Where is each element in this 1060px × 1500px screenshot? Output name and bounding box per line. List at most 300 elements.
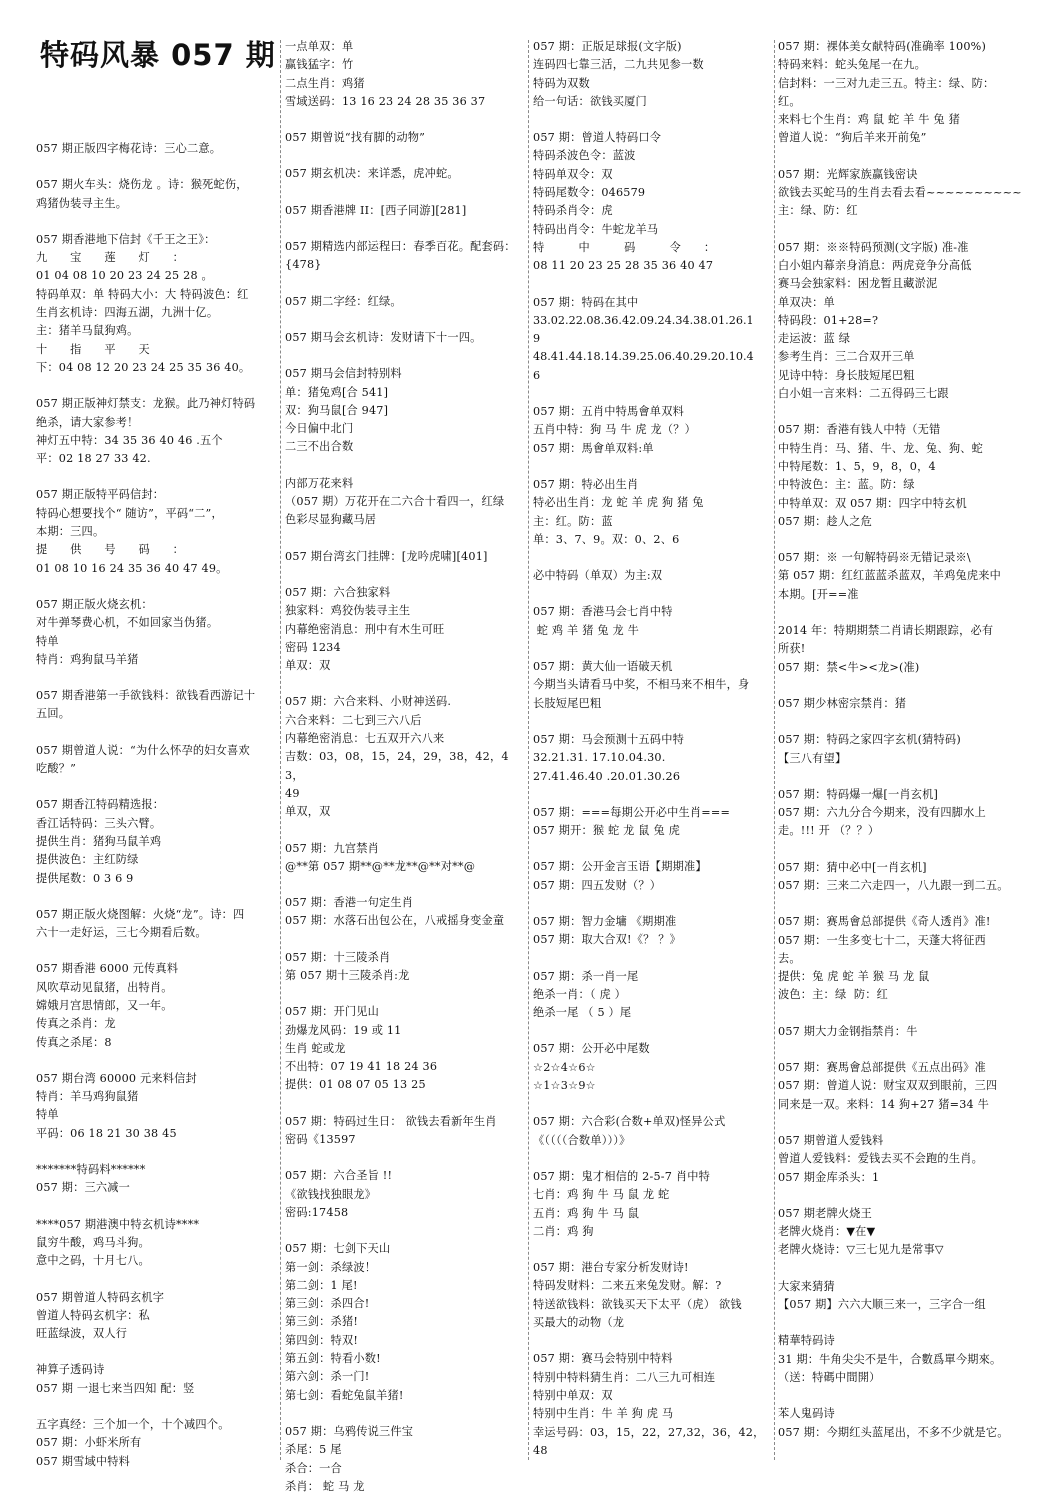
text-line: 单：猪兔鸡[合 541]: [285, 385, 389, 399]
text-line: 提供尾数：0 3 6 9: [36, 871, 134, 885]
text-block: [285, 293, 525, 311]
text-line: 吃酸？”: [36, 762, 77, 776]
text-line: 特别中单双：双: [533, 1388, 613, 1402]
text-block: [285, 1003, 525, 1094]
text-line: ****057 期港澳中特玄机诗****: [36, 1217, 200, 1231]
text-block: [533, 1168, 773, 1241]
text-block: [285, 475, 525, 530]
text-block: [285, 329, 525, 347]
text-block: [778, 549, 1028, 604]
text-line: 今日偏中北门: [285, 422, 354, 436]
text-line: 二点生肖：鸡猪: [285, 76, 365, 90]
text-line: 蛇 鸡 羊 猪 兔 龙 牛: [533, 623, 640, 637]
text-block: [36, 231, 278, 377]
text-line: 057 期：六九分合今期来，没有四脚水上: [778, 806, 986, 820]
text-line: 赛马会独家料：困龙暂且藏淤泥: [778, 277, 938, 291]
text-line: 特别中特料猜生肖：二八三九可相连: [533, 1370, 716, 1384]
text-line: 密码:17458: [285, 1205, 349, 1219]
text-line: 提供：兔 虎 蛇 羊 猴 马 龙 鼠: [778, 970, 930, 984]
text-line: 特码为双数: [533, 76, 590, 90]
text-line: 鼠穷牛酸，鸡马斗狗。: [36, 1235, 150, 1249]
text-block: [533, 1040, 773, 1095]
text-line: 057 期金库杀头：1: [778, 1170, 880, 1184]
text-line: 单：3、7、9。双：0、2、6: [533, 532, 680, 546]
text-line: 057 期 一退七来当四知 配：竖: [36, 1381, 195, 1395]
text-line: 057 期老牌火烧王: [778, 1206, 873, 1220]
text-line: 057 期香港牌 II：[西子同游][281]: [285, 203, 467, 217]
text-line: 苯人鬼码诗: [778, 1407, 835, 1421]
text-line: 9: [533, 332, 541, 346]
text-line: 特肖：羊马鸡狗鼠猪: [36, 1090, 139, 1104]
text-line: 第二剑：1 尾!: [285, 1278, 358, 1292]
text-block: [533, 476, 773, 549]
text-line: @**第 057 期**@**龙**@**对**@: [285, 859, 476, 873]
text-line: 第四剑：特双!: [285, 1333, 359, 1347]
text-line: 特单: [36, 634, 59, 648]
page-title: 特码风暴 057 期: [40, 38, 276, 72]
text-block: [36, 395, 278, 468]
text-block: [285, 365, 525, 456]
text-line: 08 11 20 23 25 28 35 36 40 47: [533, 259, 714, 273]
text-line: 六合来料：二七到三六八后: [285, 713, 422, 727]
text-line: 057 期马会信封特别料: [285, 367, 402, 381]
text-line: 特肖：鸡狗鼠马羊猪: [36, 652, 139, 666]
text-line: 49: [285, 786, 300, 800]
text-block: [285, 129, 525, 147]
text-line: 057 期：六合来料、小财神送码.: [285, 695, 452, 709]
text-line: 二肖：鸡 狗: [533, 1224, 594, 1238]
text-line: 单双决：单: [778, 295, 835, 309]
text-block: [36, 140, 278, 158]
text-block: [36, 906, 278, 943]
text-line: 057 期：七剑下天山: [285, 1242, 391, 1256]
column-2: [285, 38, 525, 1493]
text-line: 057 期：===每期公开必中生肖===: [533, 805, 731, 819]
text-line: 057 期正版四字梅花诗：三心二意。: [36, 142, 222, 155]
text-line: 057 期少林密宗禁肖：猪: [778, 696, 907, 710]
text-line: 特码杀波色令：蓝波: [533, 149, 636, 163]
text-block: [778, 695, 1028, 713]
text-block: [533, 1113, 773, 1150]
text-line: 057 期：四五发财（？）: [533, 878, 662, 892]
text-line: 6: [533, 368, 541, 382]
column-divider: [280, 40, 281, 1460]
text-line: 057 期香港 6000 元传真料: [36, 962, 179, 976]
text-line: 对牛弹琴费心机，不如回家当伪猪。: [36, 616, 219, 630]
column-4: [778, 38, 1028, 1468]
text-line: *******特码料******: [36, 1163, 146, 1177]
text-line: 走运波：蓝 绿: [778, 332, 851, 346]
text-line: 老牌火烧肖：▼在▼: [778, 1225, 876, 1239]
text-line: 057 期：一生多变七十二，天蓬大将征西: [778, 933, 986, 947]
column-divider: [528, 40, 529, 1460]
text-block: [36, 1361, 278, 1398]
text-line: 057 期曾说“找有脚的动物”: [285, 131, 426, 145]
text-block: [778, 1278, 1028, 1315]
column-3: [533, 38, 773, 1468]
text-line: 057 期正版火烧玄机：: [36, 597, 153, 611]
text-line: 意中之码，十月七八。: [36, 1254, 150, 1268]
text-line: 057 期：取大合双!《？ ？》: [533, 933, 682, 947]
text-line: 神算子透码诗: [36, 1363, 105, 1377]
text-line: 绝杀一尾 （ 5 ）尾: [533, 1006, 632, 1020]
text-block: [533, 858, 773, 895]
text-block: [778, 913, 1028, 1004]
text-line: 香江话特码：三头六臂。: [36, 816, 162, 830]
text-line: 057 期香港地下信封《千王之王》：: [36, 232, 216, 246]
text-line: 同来是一双。来料：14 狗+27 猪=34 牛: [778, 1097, 989, 1111]
text-line: 内幕绝密消息：七五双开六八来: [285, 732, 445, 746]
text-line: 057 期：※ 一句解特码※无错记录※\: [778, 551, 971, 565]
text-line: 057 期曾道人特码玄机字: [36, 1290, 165, 1304]
text-block: [778, 622, 1028, 677]
text-block: [36, 687, 278, 724]
text-line: 欲钱去买蛇马的生肖去看去看~~~~~~~~~~: [778, 186, 1022, 200]
text-line: 057 期：猜中必中[一肖玄机]: [778, 860, 927, 874]
text-line: 参考生肖：三二合双开三单: [778, 350, 915, 364]
text-line: 第五剑：特看小数!: [285, 1352, 381, 1366]
text-line: 057 期：乌鸦传说三件宝: [285, 1424, 414, 1438]
text-line: 九 宝 莲 灯 ：: [36, 251, 185, 265]
text-line: 057 期：五肖中特馬會单双料: [533, 405, 684, 419]
text-line: 平码：06 18 21 30 38 45: [36, 1126, 177, 1140]
text-line: 中特波色：主：蓝。防：绿: [778, 478, 915, 492]
text-line: 鸡猪伪装寻主生。: [36, 196, 128, 210]
text-line: 特码单双：单 特码大小：大 特码波色：红: [36, 287, 249, 301]
text-line: 白小姐一言来料：二五得码三七跟: [778, 387, 949, 401]
text-line: 见诗中特：身长肢短尾巴粗: [778, 368, 915, 382]
text-line: 提供生肖：猪狗马鼠羊鸡: [36, 834, 162, 848]
text-line: 五肖：鸡 狗 牛 马 鼠: [533, 1206, 640, 1220]
text-line: 057 期精选内部运程曰：春季百花。配套码：: [285, 240, 516, 254]
text-line: 057 期正版神灯禁支：龙猴。此乃神灯特码: [36, 397, 256, 411]
text-line: 旺蓝绿波，双人行: [36, 1327, 128, 1341]
text-line: 主：绿、防：红: [778, 204, 858, 218]
text-line: 057 期：光辉家族赢钱密诀: [778, 167, 918, 181]
text-block: [533, 731, 773, 786]
text-line: 吉数：03，08，15，24，29，38，42，43，: [285, 750, 509, 782]
text-line: 连码四七靠三活，二九共见参一数: [533, 58, 704, 72]
column-1-blocks: [36, 140, 278, 1471]
text-line: 057 期：鬼才相信的 2-5-7 肖中特: [533, 1169, 711, 1183]
text-line: 杀肖： 蛇 马 龙: [285, 1479, 365, 1493]
text-line: 提供：01 08 07 05 13 25: [285, 1078, 426, 1092]
text-line: 七肖：鸡 狗 牛 马 鼠 龙 蛇: [533, 1188, 670, 1202]
text-line: 057 期大力金钢指禁肖：牛: [778, 1024, 918, 1038]
text-line: 大家来猜猜: [778, 1279, 835, 1293]
text-line: 32.21.31. 17.10.04.30.: [533, 751, 666, 765]
text-line: 48.41.44.18.14.39.25.06.40.29.20.10.4: [533, 350, 754, 364]
text-block: [36, 486, 278, 577]
text-line: 给一句话：欲钱买厦门: [533, 94, 647, 108]
column-4-blocks: [778, 38, 1028, 1442]
column-divider: [774, 40, 775, 1460]
column-1: [36, 38, 278, 1468]
text-line: 057 期香港第一手欲钱料：欲钱看西游记十: [36, 689, 256, 703]
text-block: [36, 176, 278, 213]
text-line: 057 期：公开必中尾数: [533, 1042, 650, 1056]
text-line: 主：猪羊马鼠狗鸡。: [36, 324, 139, 338]
text-line: 杀合：一合: [285, 1461, 342, 1475]
text-block: [778, 166, 1028, 221]
text-line: 十 指 平 天: [36, 342, 173, 356]
text-line: ☆2☆4☆6☆: [533, 1060, 596, 1074]
text-block: [533, 968, 773, 1023]
text-line: 057 期：特码在其中: [533, 295, 639, 309]
text-block: [533, 603, 773, 640]
text-line: 057 期台湾玄门挂牌：[龙吟虎啸][401]: [285, 549, 488, 563]
text-block: [533, 294, 773, 385]
text-line: 057 期正版火烧图解：火烧“龙”。诗：四: [36, 907, 245, 921]
text-line: 五肖中特：狗 马 牛 虎 龙（？）: [533, 423, 697, 437]
text-line: 第 057 期：红红蓝蓝杀蓝双，羊鸡兔虎来中: [778, 569, 1002, 583]
text-line: 057 期：香港一句定生肖: [285, 896, 414, 910]
text-line: 特码杀肖令：虎: [533, 204, 613, 218]
text-block: [533, 567, 773, 585]
text-line: 五回。: [36, 707, 71, 721]
text-line: 057 期：九宫禁肖: [285, 841, 380, 855]
text-block: [36, 1289, 278, 1344]
text-line: 《（（（（合数单）））》: [533, 1133, 631, 1147]
text-line: 特 中 码 令 ：: [533, 240, 716, 254]
text-line: 一点单双：单: [285, 40, 354, 53]
text-line: 必中特码（单双）为主:双: [533, 569, 663, 583]
text-line: 绝杀，请大家参考！: [36, 415, 139, 429]
text-line: 【三八有望】: [778, 751, 847, 765]
text-line: 五字真经：三个加一个，十个减四个。: [36, 1418, 230, 1432]
text-line: 057 期：赛馬會总部提供《奇人透肖》准!: [778, 915, 991, 929]
text-line: 057 期：赛马会特别中特料: [533, 1352, 673, 1366]
text-line: 057 期：港台专家分析发财诗!: [533, 1261, 689, 1275]
column-2-blocks: [285, 38, 525, 1496]
text-line: 057 期：特码爆一爆[一肖玄机]: [778, 787, 939, 801]
text-line: 第六剑：杀一门!: [285, 1370, 370, 1384]
text-line: 057 期正版特平码信封：: [36, 488, 165, 502]
text-line: 曾道人说：“狗后羊来开前兔”: [778, 131, 927, 145]
text-block: [285, 949, 525, 986]
text-line: 买最大的动物（龙: [533, 1316, 625, 1330]
text-line: 去。: [778, 951, 801, 965]
text-line: 057 期：特必出生肖: [533, 477, 639, 491]
text-block: [778, 731, 1028, 768]
text-line: 老牌火烧诗：▽三七见九是常事▽: [778, 1243, 944, 1257]
text-line: 色彩尽显狗藏马居: [285, 513, 377, 527]
text-line: 057 期：香港马会七肖中特: [533, 605, 673, 619]
text-block: [778, 786, 1028, 841]
text-line: 长肢短尾巴粗: [533, 696, 602, 710]
text-line: 信封料：一三对九走三五。特主：绿、防：: [778, 76, 995, 90]
text-line: 下：04 08 12 20 23 24 25 35 36 40。: [36, 360, 251, 374]
text-line: 057 期：杀一肖一尾: [533, 969, 639, 983]
text-line: 特码心想要找个“ 随访”，平码“二”，: [36, 506, 223, 520]
text-line: 传真之杀尾：8: [36, 1035, 112, 1049]
text-block: [533, 913, 773, 950]
text-block: [36, 1216, 278, 1271]
text-line: 057 期：开门见山: [285, 1005, 380, 1019]
text-line: 057 期：曾道人特码口令: [533, 131, 662, 145]
text-line: 白小姐内幕亲身消息：两虎竞争分高低: [778, 258, 972, 272]
text-line: 密码 1234: [285, 640, 341, 654]
text-block: [778, 1059, 1028, 1114]
text-line: 057 期：裸体美女献特码(准确率 100%): [778, 40, 987, 53]
text-line: 特别中生肖：牛 羊 狗 虎 马: [533, 1407, 674, 1421]
text-line: 不出特：07 19 41 18 24 36: [285, 1060, 438, 1074]
text-line: 057 期：小虾米所有: [36, 1436, 142, 1450]
text-line: 057 期二字经：红绿。: [285, 294, 402, 308]
text-line: 27.41.46.40 .20.01.30.26: [533, 769, 681, 783]
text-line: 赢钱猛字：竹: [285, 58, 354, 72]
text-line: 第三剑：杀猪!: [285, 1315, 359, 1329]
text-line: 红。: [778, 94, 801, 108]
text-line: 057 期：三六减一: [36, 1181, 131, 1195]
text-block: [778, 1205, 1028, 1260]
text-line: 曾道人爱钱料：爱钱去买不会跑的生肖。: [778, 1152, 983, 1166]
text-block: [36, 1416, 278, 1471]
text-line: 第 057 期十三陵杀肖:龙: [285, 968, 410, 982]
text-line: 057 期：今期红头蓝尾出，不多不少就是它。: [778, 1425, 1009, 1439]
text-line: 057 期：馬會单双料:单: [533, 441, 654, 455]
text-line: 中特单双：双 057 期：四字中特玄机: [778, 496, 967, 510]
text-line: 057 期：智力金墉 《期期准: [533, 914, 677, 928]
text-line: 特码来料：蛇头兔尾一在九。: [778, 58, 927, 72]
text-line: 中特尾数：1、5，9，8，0，4: [778, 459, 936, 473]
text-line: 主：红。防：蓝: [533, 514, 613, 528]
text-line: 来料七个生肖：鸡 鼠 蛇 羊 牛 兔 猪: [778, 113, 960, 127]
text-line: 057 期：十三陵杀肖: [285, 950, 391, 964]
text-block: [778, 1132, 1028, 1187]
text-line: 057 期：黄大仙一语破天机: [533, 660, 673, 674]
text-line: 所获!: [778, 642, 806, 656]
text-line: 特码尾数令：046579: [533, 186, 646, 200]
text-line: 057 期雪域中特料: [36, 1454, 131, 1468]
text-line: 密码《13597: [285, 1133, 356, 1147]
text-line: 精華特码诗: [778, 1334, 835, 1348]
text-line: 今期当头请看马中奖，不相马来不相牛，身: [533, 678, 750, 692]
text-line: 057 期：禁<牛><龙>(准): [778, 660, 920, 674]
text-line: 057 期曾道人爱钱料: [778, 1133, 884, 1147]
text-line: 057 期开：猴 蛇 龙 鼠 兔 虎: [533, 824, 680, 838]
text-line: 二三不出合数: [285, 440, 354, 454]
text-line: 六十一走好运，三七今期看后数。: [36, 926, 207, 940]
text-block: [36, 960, 278, 1051]
text-block: [533, 38, 773, 111]
text-line: 特码段：01+28=?: [778, 313, 879, 327]
text-line: 幸运号码：03，15，22，27,32，36，42，: [533, 1425, 765, 1439]
text-line: 057 期台湾 60000 元来料信封: [36, 1071, 197, 1085]
text-line: 特单: [36, 1108, 59, 1122]
text-line: 双：狗马鼠[合 947]: [285, 403, 389, 417]
text-block: [285, 238, 525, 275]
text-line: 绝杀一肖：（ 虎 ）: [533, 987, 627, 1001]
text-line: （送：特碼中間開）: [778, 1370, 881, 1384]
text-block: [533, 804, 773, 841]
text-line: 第七剑：看蛇兔鼠羊猪!: [285, 1388, 404, 1402]
text-line: 风吹草动见鼠猪，出特肖。: [36, 980, 173, 994]
text-block: [778, 859, 1028, 896]
text-line: 31 期：牛角尖尖不是牛，合數爲單今期來。: [778, 1352, 1002, 1366]
text-line: 雪域送码：13 16 23 24 28 35 36 37: [285, 94, 486, 108]
text-line: 特码出肖令：牛蛇龙羊马: [533, 222, 659, 236]
text-line: 057 期：正版足球报(文字版): [533, 40, 682, 53]
text-block: [285, 1240, 525, 1405]
text-line: 057 期：特码过生日： 欲钱去看新年生肖: [285, 1114, 497, 1128]
text-block: [285, 548, 525, 566]
text-block: [285, 840, 525, 877]
text-line: 057 期：马会预测十五码中特: [533, 732, 684, 746]
text-line: 平：02 18 27 33 42.: [36, 452, 151, 466]
text-line: 特必出生肖：龙 蛇 羊 虎 狗 猪 兔: [533, 496, 704, 510]
text-line: 057 期：※※特码预测(文字版) 准-准: [778, 240, 969, 254]
text-line: 【057 期】六六大顺三来一，三字合一组: [778, 1298, 986, 1312]
text-block: [285, 1113, 525, 1150]
text-line: 本期：三四。: [36, 525, 105, 539]
text-line: 生肖 蛇或龙: [285, 1041, 346, 1055]
text-line: 提 供 号 码 ：: [36, 543, 185, 557]
text-block: [285, 1167, 525, 1222]
text-block: [36, 742, 278, 779]
text-line: 057 期：公开金言玉语【期期准】: [533, 860, 707, 874]
text-line: 057 期：趁人之危: [778, 514, 873, 528]
text-block: [778, 1405, 1028, 1442]
text-line: 057 期：赛馬會总部提供《五点出码》准: [778, 1061, 986, 1075]
text-line: 内部万花来料: [285, 476, 354, 490]
text-line: 劲爆龙风码：19 或 11: [285, 1023, 402, 1037]
text-line: 走。!!! 开 （？？）: [778, 824, 880, 838]
text-line: 本期。[开==准: [778, 587, 859, 601]
text-line: 2014 年：特期期禁二肖请长期跟踪，必有: [778, 624, 994, 638]
text-line: 内幕绝密消息：刑中有木生可旺: [285, 622, 445, 636]
text-block: [778, 239, 1028, 404]
text-line: 057 期曾道人说：“为什么怀孕的妇女喜欢: [36, 743, 250, 757]
text-line: 057 期：水落石出包公在，八戒摇身变金童: [285, 914, 505, 928]
text-line: 33.02.22.08.36.42.09.24.34.38.01.26.1: [533, 313, 754, 327]
text-line: 057 期：六合彩(合数+单双)怪异公式: [533, 1115, 726, 1129]
text-block: [36, 1161, 278, 1198]
text-line: 057 期马会玄机诗：发财请下十一四。: [285, 330, 482, 344]
text-block: [285, 693, 525, 821]
text-line: 48: [533, 1443, 548, 1457]
text-block: [533, 403, 773, 458]
text-block: [285, 202, 525, 220]
text-line: 波色：主：绿 防：红: [778, 988, 889, 1002]
text-line: 057 期：三来二六走四一，八九跟一到二五。: [778, 878, 1009, 892]
text-block: [285, 584, 525, 675]
text-line: 独家料：鸡狡伪装寻主生: [285, 604, 411, 618]
text-block: [285, 1423, 525, 1496]
text-line: 杀尾：5 尾: [285, 1443, 342, 1457]
text-line: 特送欲钱料：欲钱买天下太平（虎） 欲钱: [533, 1297, 742, 1311]
text-block: [36, 596, 278, 669]
text-line: 特码单双令：双: [533, 167, 613, 181]
text-line: 01 08 10 16 24 35 36 40 47 49。: [36, 561, 228, 575]
text-line: 神灯五中特：34 35 36 40 46 .五个: [36, 433, 223, 447]
text-block: [778, 1023, 1028, 1041]
text-line: {478}: [285, 258, 322, 272]
text-block: [285, 165, 525, 183]
text-line: 提供波色：主红防绿: [36, 853, 139, 867]
text-line: 第一剑：杀绿波！: [285, 1260, 377, 1274]
text-block: [36, 796, 278, 887]
text-line: 单双：双: [285, 659, 331, 673]
text-block: [285, 894, 525, 931]
text-block: [285, 38, 525, 111]
text-block: [778, 38, 1028, 148]
text-line: 01 04 08 10 20 23 24 25 28 。: [36, 269, 213, 283]
text-line: 057 期：六合独家料: [285, 585, 391, 599]
column-3-blocks: [533, 38, 773, 1460]
text-block: [533, 129, 773, 275]
text-line: 《欲钱找独眼龙》: [285, 1187, 377, 1201]
